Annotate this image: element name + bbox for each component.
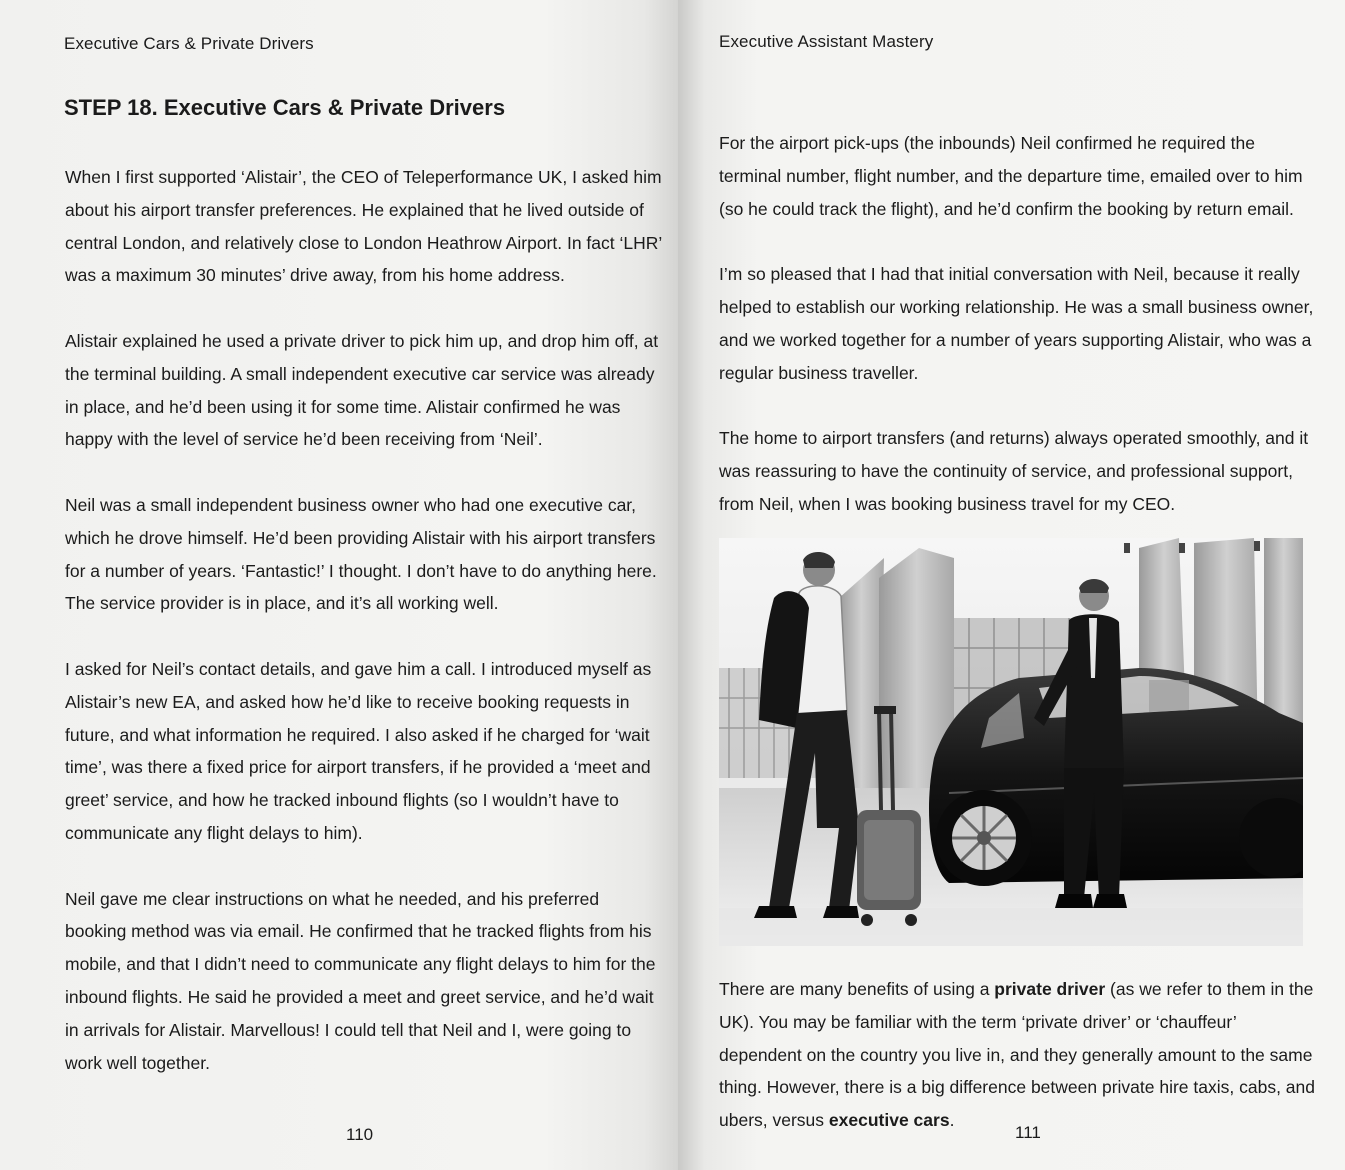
paragraph: Neil gave me clear instructions on what he needed, and his preferred booking method was via email. He confirmed that he tracked flights from his mobile, and that I didn’t need to communicate any flight delays to him for the inbound flights. He said he provided a meet and greet service, and he’d wait in arrivals for Alistair. Marvellous! I could tell that Neil and I, were going to work well together. [65, 888, 656, 1073]
paragraph [719, 973, 1315, 1137]
step-title: STEP 18. Executive Cars & Private Drivers [64, 95, 506, 120]
page-number: 110 [346, 1125, 374, 1144]
paragraph: I’m so pleased that I had that initial conversation with Neil, because it really helped to establish our working relationship. He was a small business owner, and we worked together for a number of years supporting Alistair, who was a regular business traveller. [719, 264, 1314, 383]
paragraph-text: . [949, 1110, 955, 1131]
paragraph-text: (as we refer to them in the UK). You may be familiar with the term ‘private driver’ or ‘chauffeur’ dependent on the country you live in, and they generally amount to the same thing. However, there is a big difference between private hire taxis, cabs, and ubers, versus [719, 979, 1315, 1131]
body-text [719, 127, 1315, 521]
paragraph: The home to airport transfers (and returns) always operated smoothly, and it was reassuring to have the continuity of service, and professional support, from Neil, when I was booking business travel for my CEO. [719, 428, 1309, 514]
paragraph: Neil was a small independent business owner who had one executive car, which he drove himself. He’d been providing Alistair with his airport transfers for a number of years. ‘Fantastic!’ I thought. I don’t have to do anything here. The service provider is in place, and it’s all working well. [65, 494, 657, 614]
right-page [678, 0, 1345, 1170]
paragraph: When I first supported ‘Alistair’, the CEO of Teleperformance UK, I asked him about his airport transfer preferences. He explained that he lived outside of central London, and relatively close to London Heathrow Airport. In fact ‘LHR’ was a maximum 30 minutes’ drive away, from his home address. [65, 167, 662, 286]
paragraph: For the airport pick-ups (the inbounds) Neil confirmed he required the terminal number, flight number, and the departure time, emailed over to him (so he could track the flight), and he’d confirm the booking by return email. [719, 133, 1303, 219]
body-text [719, 973, 1315, 1137]
paragraph: Alistair explained he used a private driver to pick him up, and drop him off, at the terminal building. A small independent executive car service was already in place, and he’d been using it for some time. Alistair confirmed he was happy with the level of service he’d been receiving from ‘Neil’. [65, 330, 659, 450]
running-head: Executive Assistant Mastery [719, 32, 934, 51]
bold-term-private-driver: private driver [994, 979, 1106, 999]
body-text [65, 161, 665, 1079]
paragraph: I asked for Neil’s contact details, and gave him a call. I introduced myself as Alistair’s new EA, and asked how he’d like to receive booking requests in future, and what information he required. I also asked if he charged for ‘wait time’, was there a fixed price for airport transfers, if he provided a ‘meet and greet’ service, and how he tracked inbound flights (so I wouldn’t have to communicate any flight delays to him). [65, 658, 652, 843]
paragraph-text: There are many benefits of using a [719, 979, 995, 999]
bold-term-executive-cars: executive cars [828, 1110, 950, 1131]
page-number: 111 [1015, 1123, 1041, 1142]
running-head: Executive Cars & Private Drivers [64, 34, 314, 53]
chauffeur-photo [719, 538, 1303, 946]
